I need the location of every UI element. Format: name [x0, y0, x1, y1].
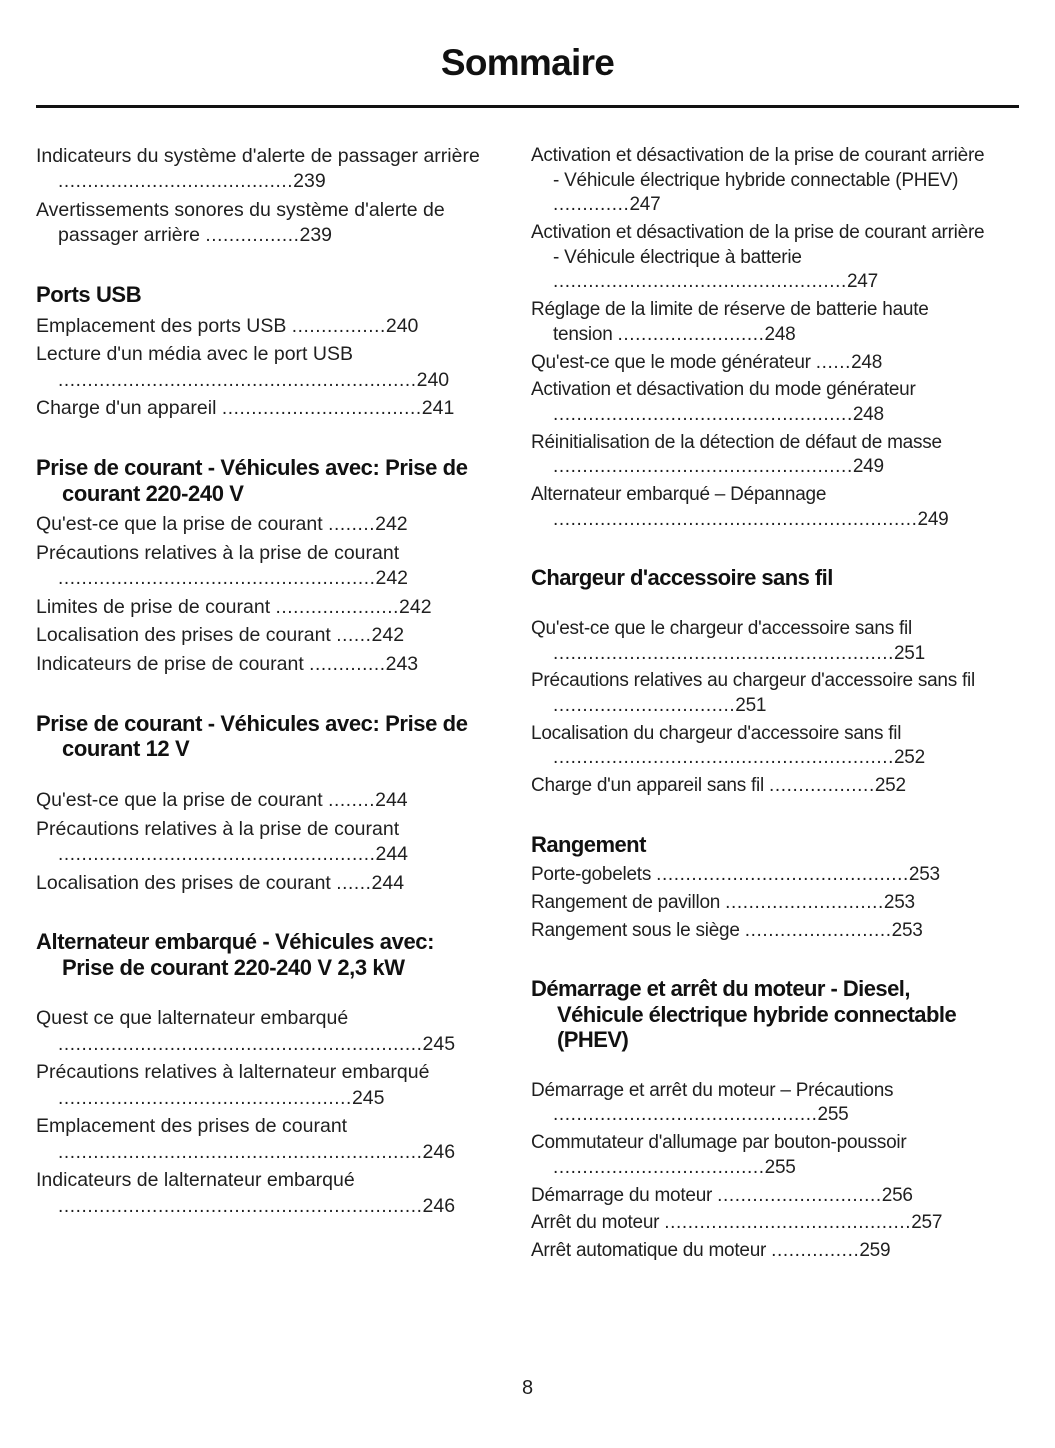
- toc-entry-page-number: 247: [846, 271, 878, 293]
- toc-entry-leader: ....................................: [553, 1156, 765, 1178]
- page-header: [0, 0, 1055, 108]
- toc-entry-leader: ......: [336, 625, 372, 647]
- section-heading: Chargeur d'accessoire sans fil: [531, 565, 833, 591]
- toc-entry-label: Activation et désactivation du mode générateur: [531, 379, 916, 401]
- toc-entry-leader: ......................................................: [58, 568, 376, 590]
- page-number: 8: [521, 1377, 534, 1399]
- toc-entry-page-number: 251: [735, 694, 767, 716]
- toc-entry-label: Emplacement des prises de courant: [36, 1115, 348, 1138]
- toc-entry-leader: ..................................: [221, 398, 422, 420]
- toc-entry-label: Réinitialisation de la détection de défaut de masse: [531, 431, 942, 453]
- toc-entry-leader: ..................................................: [58, 1087, 352, 1109]
- toc-entry[interactable]: [36, 788, 491, 814]
- toc-entry-label: Qu'est-ce que la prise de courant: [36, 513, 329, 536]
- toc-entry-page-number: 259: [859, 1239, 891, 1261]
- toc-entry-page-number: 248: [852, 403, 884, 425]
- toc-entry-page-number: 253: [883, 891, 915, 913]
- section-spacer: [36, 681, 491, 711]
- toc-entry-leader: ..........................................: [664, 1212, 912, 1234]
- toc-entry-label: Qu'est-ce que la prise de courant: [36, 788, 329, 811]
- toc-entry[interactable]: [531, 378, 986, 427]
- toc-entry[interactable]: [36, 1006, 491, 1057]
- toc-entry-page-number: 242: [371, 624, 405, 647]
- toc-entry[interactable]: [36, 512, 491, 538]
- toc-entry[interactable]: [531, 919, 986, 944]
- toc-entry-label: Arrêt automatique du moteur: [531, 1239, 772, 1261]
- toc-entry-label: Localisation des prises de courant: [36, 624, 337, 647]
- toc-entry-label: Qu'est-ce que le chargeur d'accessoire sans fil: [531, 617, 912, 639]
- toc-entry[interactable]: [531, 1211, 986, 1236]
- toc-entry[interactable]: [531, 1131, 986, 1180]
- toc-entry[interactable]: [36, 1168, 491, 1219]
- toc-entry-leader: ...........................................: [656, 864, 909, 886]
- toc-entry-leader: ..................................................: [553, 271, 847, 293]
- toc-entry-leader: ...................................................: [553, 403, 853, 425]
- toc-entry-leader: .............: [309, 654, 386, 676]
- toc-entry-leader: ............................: [717, 1184, 882, 1206]
- toc-entry[interactable]: [531, 891, 986, 916]
- toc-entry-leader: .........................: [617, 323, 765, 345]
- toc-entry-leader: .........................: [744, 919, 892, 941]
- toc-entry-page-number: 248: [764, 323, 796, 345]
- toc-entry-label: Lecture d'un média avec le port USB: [36, 343, 353, 366]
- toc-entry-page-number: 243: [385, 653, 419, 676]
- toc-entry-label: Activation et désactivation de la prise de courant arrière - Véhicule électrique hybride connectable (PHEV): [531, 145, 985, 191]
- toc-entry-page-number: 257: [911, 1212, 943, 1234]
- toc-entry-leader: ...................................................: [553, 456, 853, 478]
- toc-entry-leader: ...............................: [553, 694, 736, 716]
- section-spacer: [36, 425, 491, 455]
- toc-entry-leader: ..............................................................: [58, 1141, 423, 1163]
- toc-entry-leader: .............................................................: [58, 369, 417, 391]
- toc-entry-page-number: 239: [293, 170, 326, 193]
- section-heading: Démarrage et arrêt du moteur - Diesel, Véhicule électrique hybride connectable (PHEV): [531, 976, 957, 1053]
- toc-entry-page-number: 255: [817, 1104, 849, 1126]
- section-heading: Prise de courant - Véhicules avec: Prise de courant 220-240 V: [36, 454, 468, 506]
- toc-entry-leader: ..............................................................: [58, 1033, 423, 1055]
- toc-entry-label: Rangement de pavillon: [531, 891, 726, 913]
- toc-entry-page-number: 240: [385, 314, 419, 337]
- section-spacer: [531, 946, 986, 976]
- toc-entry[interactable]: [531, 722, 986, 771]
- toc-entry-leader: ...............: [771, 1239, 860, 1261]
- toc-entry-page-number: 252: [893, 747, 925, 769]
- toc-entry-page-number: 241: [421, 397, 455, 420]
- toc-entry[interactable]: [36, 144, 491, 195]
- toc-entry[interactable]: [531, 1239, 986, 1264]
- page-title: Sommaire: [440, 42, 615, 83]
- toc-entry-page-number: 246: [422, 1194, 456, 1217]
- toc-entry-label: Précautions relatives au chargeur d'accessoire sans fil: [531, 670, 975, 692]
- toc-entry-label: Démarrage et arrêt du moteur – Précautions: [531, 1079, 894, 1101]
- toc-entry-page-number: 244: [375, 842, 409, 865]
- toc-entry[interactable]: [36, 198, 491, 249]
- toc-entry-page-number: 249: [917, 508, 949, 530]
- toc-entry-page-number: 252: [874, 774, 906, 796]
- toc-entry-label: Indicateurs du système d'alerte de passager arrière: [36, 145, 480, 167]
- toc-entry-label: Réglage de la limite de réserve de batterie haute tension: [531, 299, 929, 345]
- toc-entry[interactable]: [531, 617, 986, 666]
- toc-entry-label: Porte-gobelets: [531, 864, 657, 886]
- toc-entry-label: Qu'est-ce que le mode générateur: [531, 351, 816, 373]
- heading-spacer: [36, 980, 491, 1006]
- toc-entry-page-number: 255: [764, 1156, 796, 1178]
- toc-entry-leader: ......: [815, 351, 852, 373]
- heading-spacer: [36, 762, 491, 788]
- toc-entry[interactable]: [36, 314, 491, 340]
- toc-entry-leader: ...........................: [725, 891, 884, 913]
- section-heading: Rangement: [531, 831, 646, 857]
- section-heading: Ports USB: [36, 282, 142, 308]
- toc-entry-page-number: 242: [399, 595, 432, 618]
- toc-entry-label: Charge d'un appareil: [36, 397, 222, 420]
- toc-entry-page-number: 256: [881, 1184, 913, 1206]
- toc-entry[interactable]: [531, 774, 986, 799]
- toc-entry-label: Localisation des prises de courant: [36, 871, 337, 894]
- toc-entry-page-number: 249: [852, 456, 884, 478]
- toc-entry-label: Précautions relatives à la prise de courant: [36, 541, 400, 564]
- toc-entry-leader: ..........................................................: [553, 642, 894, 664]
- toc-entry-leader: ........................................: [58, 171, 294, 193]
- toc-entry-page-number: 247: [629, 194, 661, 216]
- section-spacer: [36, 899, 491, 929]
- toc-entry[interactable]: [36, 1114, 491, 1165]
- toc-entry-page-number: 240: [416, 368, 450, 391]
- toc-entry-label: Indicateurs de lalternateur embarqué: [36, 1169, 355, 1192]
- toc-entry-leader: ......: [336, 872, 372, 894]
- toc-entry-label: Limites de prise de courant: [36, 595, 276, 618]
- toc-entry[interactable]: [36, 871, 491, 897]
- toc-entry-label: Démarrage du moteur: [531, 1184, 718, 1206]
- toc-entry-page-number: 242: [375, 513, 408, 536]
- toc-entry-page-number: 246: [422, 1140, 456, 1163]
- section-spacer: [531, 535, 986, 565]
- toc-entry-leader: ................: [291, 315, 386, 337]
- heading-spacer: [531, 591, 986, 617]
- toc-entry[interactable]: [36, 342, 491, 393]
- toc-entry-label: Précautions relatives à la prise de courant: [36, 817, 400, 840]
- toc-entry[interactable]: [36, 623, 491, 649]
- toc-entry-label: Localisation du chargeur d'accessoire sans fil: [531, 722, 902, 744]
- toc-entry-label: Commutateur d'allumage par bouton-poussoir: [531, 1132, 907, 1154]
- toc-column-right: [531, 144, 986, 1267]
- toc-entry-leader: ..................: [769, 774, 875, 796]
- toc-entry-label: Avertissements sonores du système d'alerte de passager arrière: [36, 199, 445, 247]
- toc-entry-leader: ..............................................................: [553, 508, 918, 530]
- toc-entry-leader: ................: [205, 225, 300, 247]
- toc-entry[interactable]: [531, 298, 986, 347]
- heading-spacer: [531, 1053, 986, 1079]
- toc-entry[interactable]: [531, 221, 986, 295]
- toc-entry-leader: ......................................................: [58, 843, 376, 865]
- toc-entry[interactable]: [36, 817, 491, 868]
- toc-entry[interactable]: [36, 1060, 491, 1111]
- toc-entry[interactable]: [531, 431, 986, 480]
- toc-entry-page-number: 244: [371, 871, 405, 894]
- toc-entry[interactable]: [531, 1079, 986, 1128]
- toc-entry-leader: .............................................: [553, 1104, 818, 1126]
- toc-entry-leader: ..............................................................: [58, 1195, 423, 1217]
- toc-entry[interactable]: [36, 595, 491, 621]
- toc-entry-label: Alternateur embarqué – Dépannage: [531, 483, 827, 505]
- section-spacer: [36, 252, 491, 282]
- toc-entry-page-number: 239: [299, 224, 333, 247]
- toc-columns: [0, 108, 1055, 1267]
- toc-entry[interactable]: [36, 541, 491, 592]
- toc-entry-page-number: 245: [351, 1086, 385, 1109]
- toc-entry-leader: ........: [328, 789, 376, 811]
- toc-entry-page-number: 248: [851, 351, 883, 373]
- toc-entry[interactable]: [531, 351, 986, 376]
- toc-entry-label: Indicateurs de prise de courant: [36, 653, 310, 676]
- toc-entry-leader: .....................: [275, 596, 400, 618]
- toc-entry-leader: ........: [328, 514, 376, 536]
- toc-entry[interactable]: [531, 483, 986, 532]
- toc-entry-label: Arrêt du moteur: [531, 1212, 665, 1234]
- toc-entry-label: Emplacement des ports USB: [36, 314, 292, 337]
- toc-entry-label: Activation et désactivation de la prise de courant arrière - Véhicule électrique à batterie: [531, 222, 985, 268]
- toc-entry-label: Quest ce que lalternateur embarqué: [36, 1007, 349, 1030]
- toc-entry-page-number: 245: [422, 1032, 456, 1055]
- toc-entry[interactable]: [531, 1184, 986, 1209]
- toc-entry[interactable]: [531, 144, 986, 218]
- toc-entry-page-number: 244: [375, 788, 408, 811]
- toc-entry-page-number: 253: [891, 919, 923, 941]
- section-heading: Prise de courant - Véhicules avec: Prise de courant 12 V: [36, 710, 468, 762]
- section-spacer: [531, 802, 986, 832]
- toc-entry-page-number: 242: [375, 567, 409, 590]
- toc-entry[interactable]: [531, 669, 986, 718]
- toc-entry-label: Précautions relatives à lalternateur embarqué: [36, 1061, 430, 1084]
- toc-entry-label: Rangement sous le siège: [531, 919, 745, 941]
- toc-entry[interactable]: [531, 863, 986, 888]
- toc-column-left: [36, 144, 491, 1222]
- toc-entry-page-number: 253: [908, 864, 940, 886]
- toc-entry[interactable]: [36, 652, 491, 678]
- toc-entry-leader: .............: [553, 194, 630, 216]
- section-heading: Alternateur embarqué - Véhicules avec: Prise de courant 220-240 V 2,3 kW: [36, 929, 435, 980]
- toc-entry-label: Charge d'un appareil sans fil: [531, 774, 769, 796]
- toc-entry-leader: ..........................................................: [553, 747, 894, 769]
- toc-entry[interactable]: [36, 396, 491, 422]
- toc-entry-page-number: 251: [893, 642, 925, 664]
